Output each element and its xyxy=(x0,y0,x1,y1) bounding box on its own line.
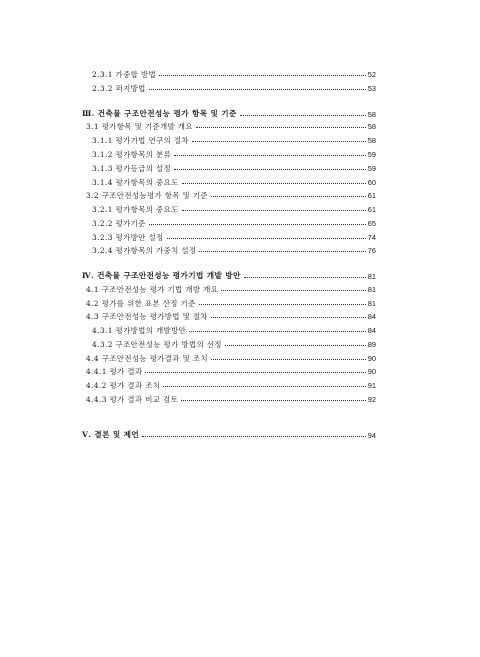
toc-entry-4-4-1[interactable] xyxy=(86,363,376,375)
toc-entry-title: 3.2.4 평가항목의 가중치 설정 xyxy=(92,245,197,255)
toc-entry-title: 3.1 평가항목 및 기준개발 개요 xyxy=(86,121,193,131)
toc-entry-3-1[interactable] xyxy=(86,118,376,130)
toc-entry-page: 81 xyxy=(367,284,376,294)
toc-entry-page: 58 xyxy=(367,135,376,145)
toc-chapter-5[interactable] xyxy=(82,427,376,439)
toc-leader-dots xyxy=(189,330,366,332)
toc-entry-title: 3.1.1 평가기법 연구의 절차 xyxy=(92,135,189,145)
toc-entry-page: 61 xyxy=(367,204,376,214)
toc-leader-dots xyxy=(159,74,366,76)
toc-leader-dots xyxy=(167,237,366,239)
toc-entry-page: 91 xyxy=(367,380,376,390)
toc-leader-dots xyxy=(174,168,366,170)
toc-entry-page: 58 xyxy=(367,121,376,131)
toc-entry-page: 61 xyxy=(367,190,376,200)
toc-entry-4-1[interactable] xyxy=(86,281,376,293)
toc-entry-2-3-1[interactable] xyxy=(92,66,376,78)
toc-entry-3-2-3[interactable] xyxy=(92,229,376,241)
toc-leader-dots xyxy=(182,182,366,184)
toc-entry-title: 4.4 구조안전성능 평가결과 및 조치 xyxy=(86,353,208,363)
toc-leader-dots xyxy=(211,358,366,360)
toc-entry-4-4-3[interactable] xyxy=(86,391,376,403)
toc-entry-page: 84 xyxy=(367,325,376,335)
toc-leader-dots xyxy=(199,250,365,252)
toc-entry-3-2-4[interactable] xyxy=(92,242,376,254)
toc-entry-4-2[interactable] xyxy=(86,295,376,307)
toc-entry-page: 81 xyxy=(367,271,376,281)
toc-entry-title: 2.3.1 가중합 방법 xyxy=(92,69,157,79)
toc-leader-dots xyxy=(149,223,366,225)
toc-entry-title: 4.4.2 평가 결과 조치 xyxy=(86,380,161,390)
toc-leader-dots xyxy=(240,114,366,116)
toc-entry-page: 65 xyxy=(367,218,376,228)
toc-entry-page: 53 xyxy=(367,83,376,93)
toc-entry-title: Ⅲ. 건축물 구조안전성능 평가 항목 및 기준 xyxy=(82,109,237,119)
toc-entry-title: Ⅳ. 건축물 구조안전성능 평가기법 개발 방안 xyxy=(82,271,241,281)
toc-entry-3-2-2[interactable] xyxy=(92,215,376,227)
toc-entry-3-1-4[interactable] xyxy=(92,174,376,186)
toc-entry-page: 94 xyxy=(367,430,376,440)
toc-leader-dots xyxy=(181,399,366,401)
toc-entry-3-1-3[interactable] xyxy=(92,160,376,172)
toc-entry-title: Ⅴ. 결론 및 제언 xyxy=(82,430,140,440)
toc-entry-page: 58 xyxy=(367,109,376,119)
toc-entry-page: 76 xyxy=(367,245,376,255)
toc-entry-title: 4.3.2 구조안전성능 평가 방법의 선정 xyxy=(92,339,222,349)
toc-entry-page: 90 xyxy=(367,366,376,376)
toc-leader-dots xyxy=(211,316,366,318)
toc-entry-title: 4.3.1 평가방법의 개발방안 xyxy=(92,325,187,335)
toc-entry-3-1-1[interactable] xyxy=(92,132,376,144)
toc-entry-3-1-2[interactable] xyxy=(92,146,376,158)
toc-entry-title: 4.4.3 평가 결과 비교 검토 xyxy=(86,394,179,404)
toc-entry-3-2-1[interactable] xyxy=(92,201,376,213)
toc-leader-dots xyxy=(225,344,366,346)
toc-leader-dots xyxy=(145,371,365,373)
toc-entry-title: 3.1.2 평가항목의 분류 xyxy=(92,149,172,159)
toc-leader-dots xyxy=(182,209,366,211)
toc-entry-page: 59 xyxy=(367,163,376,173)
toc-chapter-4[interactable] xyxy=(82,268,376,280)
toc-entry-title: 3.1.3 평가등급의 설정 xyxy=(92,163,172,173)
toc-entry-2-3-2[interactable] xyxy=(92,80,376,92)
toc-entry-4-4-2[interactable] xyxy=(86,377,376,389)
toc-entry-title: 3.2.1 평가항목의 중요도 xyxy=(92,204,179,214)
toc-entry-title: 3.2.2 평가기준 xyxy=(92,218,146,228)
toc-entry-title: 4.3 구조안전성능 평가방법 및 절차 xyxy=(86,311,208,321)
toc-leader-dots xyxy=(163,385,365,387)
toc-entry-title: 4.1 구조안전성능 평가 기법 개발 개요 xyxy=(86,284,219,294)
toc-entry-4-3-1[interactable] xyxy=(92,322,376,334)
toc-entry-title: 4.2 평가를 위한 표본 산정 기준 xyxy=(86,298,196,308)
toc-leader-dots xyxy=(221,289,366,291)
toc-entry-page: 84 xyxy=(367,311,376,321)
toc-entry-title: 4.4.1 평가 결과 xyxy=(86,366,143,376)
toc-leader-dots xyxy=(149,88,366,90)
toc-entry-page: 52 xyxy=(367,69,376,79)
toc-chapter-3[interactable] xyxy=(82,106,376,118)
toc-leader-dots xyxy=(192,140,366,142)
toc-entry-page: 92 xyxy=(367,394,376,404)
toc-entry-title: 2.3.2 퍼지방법 xyxy=(92,83,146,93)
toc-entry-page: 59 xyxy=(367,149,376,159)
toc-entry-page: 90 xyxy=(367,353,376,363)
toc-entry-title: 3.2 구조안전성능평가 항목 및 기준 xyxy=(86,190,208,200)
toc-entry-page: 60 xyxy=(367,177,376,187)
toc-leader-dots xyxy=(196,126,366,128)
toc-entry-4-4[interactable] xyxy=(86,350,376,362)
toc-entry-page: 74 xyxy=(367,232,376,242)
toc-entry-title: 3.2.3 평가방안 설정 xyxy=(92,232,164,242)
toc-entry-page: 81 xyxy=(367,298,376,308)
toc-entry-4-3-2[interactable] xyxy=(92,336,376,348)
toc-leader-dots xyxy=(244,276,366,278)
toc-entry-3-2[interactable] xyxy=(86,187,376,199)
toc-leader-dots xyxy=(199,303,366,305)
toc-leader-dots xyxy=(174,154,366,156)
toc-entry-4-3[interactable] xyxy=(86,308,376,320)
toc-leader-dots xyxy=(142,435,366,437)
toc-entry-page: 89 xyxy=(367,339,376,349)
toc-leader-dots xyxy=(211,195,366,197)
toc-entry-title: 3.1.4 평가항목의 중요도 xyxy=(92,177,179,187)
